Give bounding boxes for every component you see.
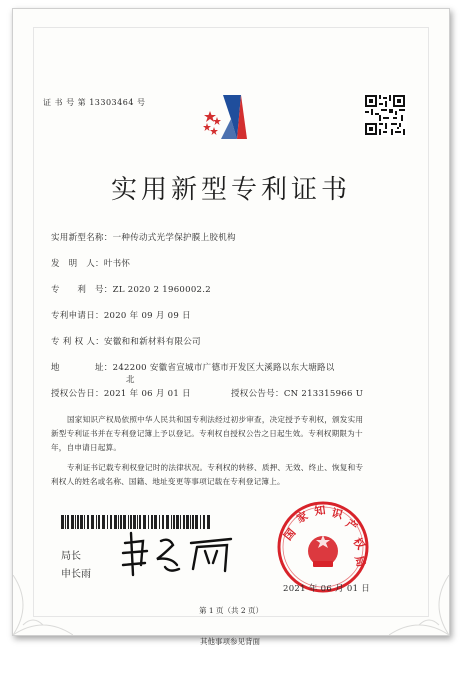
field-patent-number	[51, 283, 211, 295]
footer-note: 其他事项参见背面	[200, 637, 260, 646]
body-line: 年，自申请日起算。	[51, 443, 122, 452]
official-seal-icon	[275, 499, 371, 595]
svg-text:权: 权	[350, 535, 368, 552]
field-value: 242200 安徽省宣城市广德市开发区大溪路以东大塘路以	[112, 363, 335, 373]
director-title: 局长	[61, 551, 81, 562]
field-value: 2021 年 06 月 01 日	[103, 389, 191, 399]
field-patent-holder	[51, 335, 201, 347]
svg-text:家: 家	[294, 509, 311, 526]
barcode-icon	[61, 515, 211, 529]
field-announce-date	[51, 387, 191, 399]
certificate-number	[43, 97, 145, 108]
field-inventor	[51, 257, 130, 269]
svg-text:国: 国	[281, 526, 299, 543]
qr-code-icon[interactable]	[363, 93, 407, 137]
field-label: 发 明 人：	[51, 259, 104, 269]
field-value: CN 213315966 U	[283, 389, 364, 399]
field-label: 专 利 号：	[51, 285, 113, 295]
field-label: 地 址：	[51, 363, 113, 373]
field-label: 授权公告号：	[231, 389, 284, 399]
field-value: 2020 年 09 月 09 日	[103, 311, 191, 321]
field-label: 实用新型名称：	[51, 233, 113, 243]
field-label: 授权公告日：	[51, 389, 104, 399]
svg-text:知: 知	[313, 503, 327, 518]
field-announce-number	[231, 387, 363, 399]
field-label: 专 利 权 人：	[51, 337, 105, 347]
certificate-frame	[12, 8, 450, 636]
svg-text:局: 局	[352, 554, 368, 569]
cert-number-value: 13303464 号	[89, 98, 146, 107]
body-paragraph-2	[51, 461, 416, 489]
field-label: 专利申请日：	[51, 311, 104, 321]
seal-date: 2021 年 06 月 01 日	[283, 584, 371, 594]
body-paragraph-1	[51, 413, 416, 455]
body-line: 国家知识产权局依照中华人民共和国专利法经过初步审查，决定授予专利权，颁发实用	[67, 415, 364, 424]
body-line: 专利证书记载专利权登记时的法律状况。专利权的转移、质押、无效、终止、恢复和专	[67, 463, 364, 472]
svg-text:产: 产	[343, 516, 360, 534]
field-address	[51, 361, 335, 373]
field-filing-date	[51, 309, 191, 321]
body-line: 新型专利证书并在专利登记簿上予以登记。专利权自授权公告之日起生效。专利权期限为十	[51, 429, 363, 438]
cert-number-label: 证 书 号 第	[43, 98, 87, 107]
body-line: 利权人的姓名或名称、国籍、地址变更等事项记载在专利登记簿上。	[51, 477, 285, 486]
handwritten-signature	[113, 529, 248, 579]
svg-text:识: 识	[330, 506, 345, 522]
field-value: 安徽和和新材料有限公司	[104, 337, 201, 347]
director-name: 申长雨	[61, 569, 91, 580]
field-address-line2: 北	[126, 375, 135, 385]
cnipa-logo-icon	[201, 89, 263, 147]
field-value: 一种传动式光学保护膜上胶机构	[112, 233, 236, 243]
field-utility-model-name	[51, 231, 236, 243]
page-indicator: 第 1 页（共 2 页）	[198, 606, 264, 615]
field-value: 叶书怀	[103, 259, 131, 269]
field-value: ZL 2020 2 1960002.2	[112, 285, 211, 295]
certificate-title: 实用新型专利证书	[110, 175, 351, 205]
